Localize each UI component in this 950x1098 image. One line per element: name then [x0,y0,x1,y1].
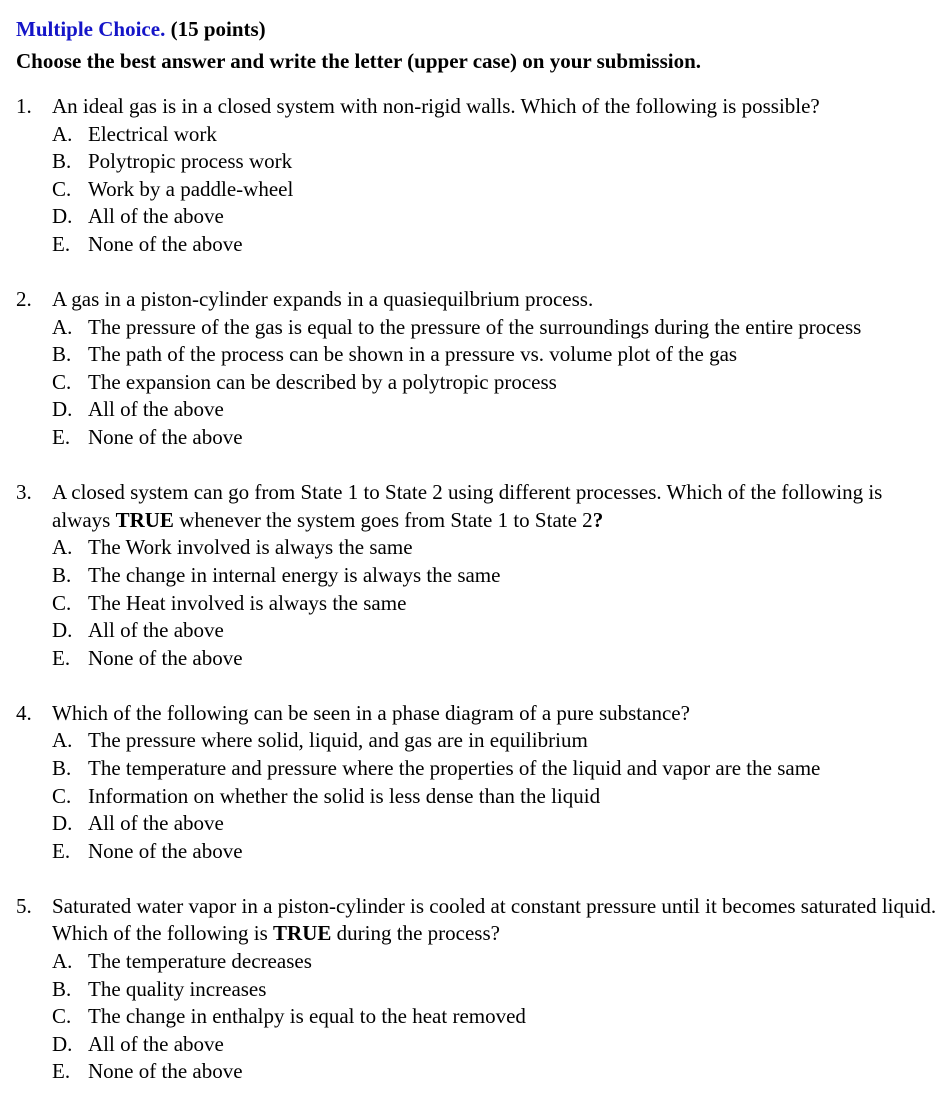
question-text-segment: Saturated water vapor in a piston-cylinder is cooled at constant pressure until it becomes saturated liquid. Which of the following is [52,893,937,946]
option-text: The temperature and pressure where the properties of the liquid and vapor are the same [88,755,821,780]
option-letter: B. [52,562,72,587]
option-letter: D. [52,1031,73,1056]
option-letter: C. [52,783,72,808]
answer-option [52,783,940,811]
option-letter: E. [52,645,71,670]
question-number: 4. [16,700,32,725]
option-text: Electrical work [88,121,217,146]
answer-option [52,203,940,231]
question-text [52,479,940,534]
question-number: 2. [16,287,32,312]
answer-option [52,755,940,783]
answer-option [52,976,940,1004]
option-text: The temperature decreases [88,949,312,974]
option-text: The pressure of the gas is equal to the pressure of the surroundings during the entire process [88,314,862,339]
question-4 [16,700,940,866]
answer-option [52,590,940,618]
answer-option [52,148,940,176]
option-text: Information on whether the solid is less dense than the liquid [88,783,601,808]
option-letter: E. [52,425,71,450]
question-stem [16,893,940,948]
option-letter: D. [52,811,73,836]
option-text: None of the above [88,838,243,863]
option-letter: A. [52,121,73,146]
option-letter: B. [52,755,72,780]
question-list [16,93,940,1086]
option-letter: A. [52,314,73,339]
option-text: All of the above [88,1031,224,1056]
answer-option [52,424,940,452]
option-letter: D. [52,618,73,643]
question-text-segment: whenever the system goes from State 1 to State 2 [173,507,593,532]
answer-option [52,838,940,866]
question-stem [16,286,940,314]
option-text: None of the above [88,1059,243,1084]
answer-option [52,645,940,673]
question-number: 5. [16,893,32,918]
option-text: Polytropic process work [88,149,293,174]
option-text: The change in internal energy is always the same [88,562,501,587]
question-text [52,700,940,728]
option-text: All of the above [88,618,224,643]
option-letter: A. [52,949,73,974]
option-letter: E. [52,231,71,256]
question-text-segment: A gas in a piston-cylinder expands in a quasiequilbrium process. [52,287,594,312]
option-text: None of the above [88,231,243,256]
answer-option [52,176,940,204]
option-letter: D. [52,397,73,422]
question-stem [16,700,940,728]
answer-options [16,314,940,452]
answer-option [52,396,940,424]
question-text-emphasis: ? [592,507,604,532]
question-text-emphasis: TRUE [115,507,174,532]
question-text-segment: during the process? [331,921,500,946]
question-text-segment: An ideal gas is in a closed system with non-rigid walls. Which of the following is possible? [52,94,820,118]
option-text: The pressure where solid, liquid, and gas are in equilibrium [88,728,588,753]
option-letter: C. [52,590,72,615]
option-letter: B. [52,149,72,174]
answer-option [52,1058,940,1086]
question-2 [16,286,940,452]
option-letter: E. [52,838,71,863]
option-text: All of the above [88,397,224,422]
section-heading [16,15,940,43]
answer-option [52,1003,940,1031]
option-text: The Work involved is always the same [88,535,413,560]
answer-option [52,562,940,590]
answer-option [52,231,940,259]
question-stem [16,93,940,121]
question-text-emphasis: TRUE [273,921,332,946]
answer-options [16,727,940,865]
question-text-segment: Which of the following can be seen in a phase diagram of a pure substance? [52,700,690,725]
option-letter: D. [52,204,73,229]
option-letter: C. [52,369,72,394]
section-title: Multiple Choice. [16,17,166,41]
option-text: The change in enthalpy is equal to the heat removed [88,1004,526,1029]
answer-options [16,534,940,672]
answer-option [52,341,940,369]
option-text: All of the above [88,811,224,836]
answer-option [52,948,940,976]
question-text [52,286,940,314]
answer-option [52,369,940,397]
option-text: Work by a paddle-wheel [88,176,294,201]
option-letter: E. [52,1059,71,1084]
answer-option [52,810,940,838]
option-text: None of the above [88,425,243,450]
option-text: The expansion can be described by a polytropic process [88,369,557,394]
answer-option [52,617,940,645]
question-number: 3. [16,480,32,505]
instructions: Choose the best answer and write the letter (upper case) on your submission. [16,49,702,73]
answer-option [52,727,940,755]
option-letter: A. [52,728,73,753]
question-text [52,93,940,121]
answer-option [52,121,940,149]
option-text: The path of the process can be shown in a pressure vs. volume plot of the gas [88,342,738,367]
option-text: The Heat involved is always the same [88,590,407,615]
question-3 [16,479,940,672]
question-text [52,893,940,948]
question-text-segment: A closed system can go from State 1 to State 2 using different processes. Which of the following is always [52,480,883,532]
option-letter: C. [52,1004,72,1029]
question-number: 1. [16,94,32,118]
option-text: All of the above [88,204,224,229]
answer-option [52,534,940,562]
answer-option [52,1031,940,1059]
answer-options [16,121,940,259]
option-letter: C. [52,176,72,201]
option-text: The quality increases [88,976,267,1001]
answer-option [52,314,940,342]
answer-options [16,948,940,1086]
option-letter: B. [52,976,72,1001]
question-stem [16,479,940,534]
question-5 [16,893,940,1086]
option-letter: A. [52,535,73,560]
option-letter: B. [52,342,72,367]
question-1 [16,93,940,259]
option-text: None of the above [88,645,243,670]
section-points: (15 points) [170,17,266,41]
